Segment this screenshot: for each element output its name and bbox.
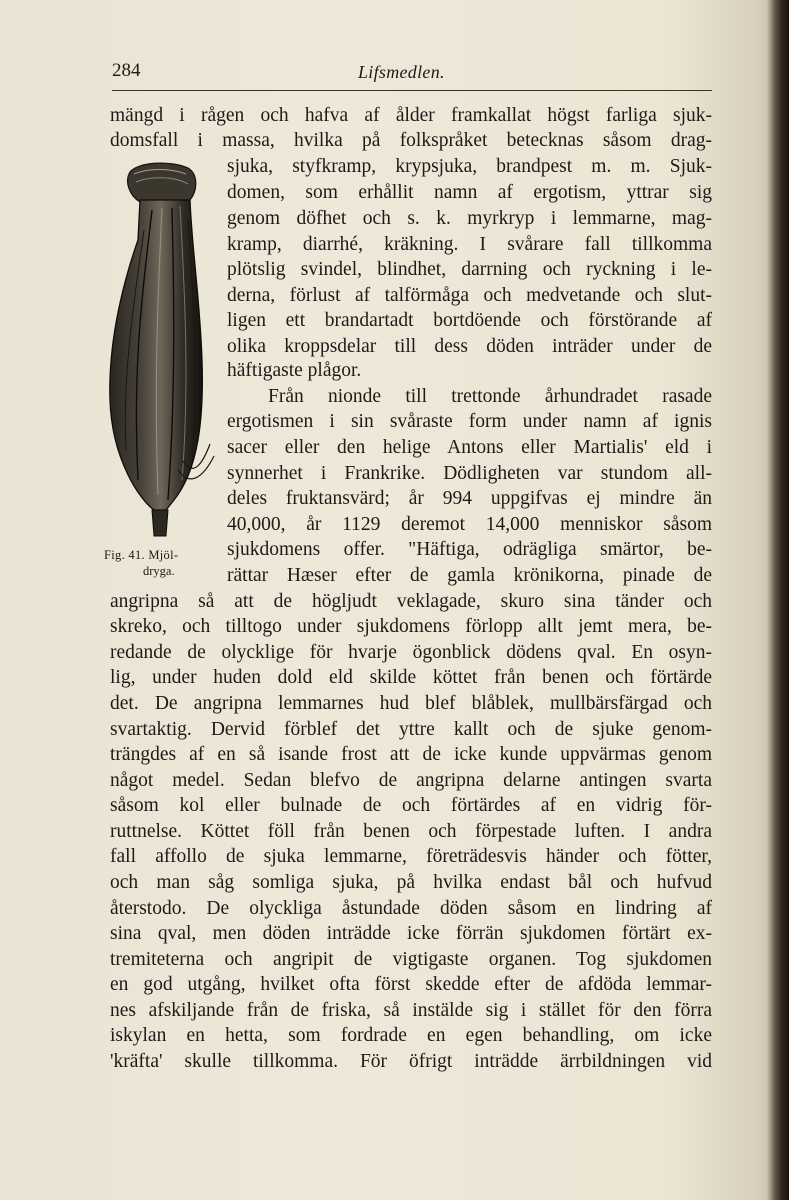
text-line: redande de olycklige för hvarje ögonblick dödens qval. En osyn- (110, 642, 712, 663)
text-line: ergotismen i sin svåraste form under namn af ignis (227, 411, 712, 432)
text-line: det. De angripna lemmarnes hud blef blåblek, mullbärsfärgad och (110, 693, 712, 714)
text-line: sina qval, men döden inträdde icke förrän sjukdomen förtärt ex- (110, 923, 712, 944)
text-line: en god utgång, hvilket ofta först skedde efter de afdöda lemmar- (110, 974, 712, 995)
text-line: häftigaste plågor. (227, 360, 362, 381)
text-line: tremiteterna och angripit de vigtigaste organen. Tog sjukdomen (110, 949, 712, 970)
text-line: synnerhet i Frankrike. Dödligheten var stundom all- (227, 463, 712, 484)
text-line: domen, som erhållit namn af ergotism, yttrar sig (227, 182, 712, 203)
text-line: kramp, diarrhé, kräkning. I svårare fall tillkomma (227, 234, 712, 255)
text-line: något medel. Sedan blefvo de angripna delarne antingen svarta (110, 770, 712, 791)
text-line: 40,000, år 1129 deremot 14,000 menniskor såsom (227, 514, 712, 535)
text-line: återstodo. De olyckliga åstundade döden såsom en lindring af (110, 898, 712, 919)
text-line: Från nionde till trettonde århundradet rasade (268, 386, 712, 407)
figure-caption: Fig. 41. Mjöl- (104, 548, 179, 562)
text-line: sjuka, styfkramp, krypsjuka, brandpest m. m. Sjuk- (227, 156, 712, 177)
text-line: ruttnelse. Köttet föll från benen och förpestade luften. I andra (110, 821, 712, 842)
book-spine-shadow (767, 0, 789, 1200)
text-line: mängd i rågen och hafva af ålder framkallat högst farliga sjuk- (110, 105, 712, 126)
text-line: angripna så att de högljudt veklagade, skuro sina tänder och (110, 591, 712, 612)
page-header (112, 60, 712, 91)
text-line: rättar Hæser efter de gamla krönikorna, pinade de (227, 565, 712, 586)
text-line: sacer eller den helige Antons eller Martialis' eld i (227, 437, 712, 458)
text-line: genom döfhet och s. k. myrkryp i lemmarne, mag- (227, 208, 712, 229)
text-line: sjukdomens offer. "Häftiga, odrägliga smärtor, be- (227, 539, 712, 560)
text-line: ligen ett brandartadt bortdöende och förstörande af (227, 310, 712, 331)
text-line: lig, under huden dold eld skilde köttet från benen och förtärde (110, 667, 712, 688)
text-line: fall affollo de sjuka lemmarne, företrädesvis händer och fötter, (110, 846, 712, 867)
text-line: plötslig svindel, blindhet, darrning och ryckning i le- (227, 259, 712, 280)
text-line: nes afskiljande från de friska, så instälde sig i stället för den förra (110, 1000, 712, 1021)
text-line: olika kroppsdelar till dess döden inträder under de (227, 336, 712, 357)
page-number: 284 (112, 60, 141, 81)
ergot-illustration (104, 160, 216, 540)
text-line: och man såg somliga sjuka, på hvilka endast bål och hufvud (110, 872, 712, 893)
text-line: svartaktig. Dervid förblef det yttre kallt och de sjuke genom- (110, 719, 712, 740)
text-line: derna, förlust af talförmåga och medvetande och slut- (227, 285, 712, 306)
text-line: 'kräfta' skulle tillkomma. För öfrigt inträdde ärrbildningen vid (110, 1051, 712, 1072)
text-line: såsom kol eller bulnade de och förtärdes af en vidrig för- (110, 795, 712, 816)
text-line: deles fruktansvärd; år 994 uppgifvas ej mindre än (227, 488, 712, 509)
text-line: domsfall i massa, hvilka på folkspråket betecknas såsom drag- (110, 130, 712, 151)
text-line: skreko, och tilltogo under sjukdomens förlopp allt jemt mera, be- (110, 616, 712, 637)
running-head: Lifsmedlen. (358, 62, 445, 82)
figure-caption-continued: dryga. (143, 564, 175, 578)
text-line: trängdes af en så isande frost att de icke kunde uppvärmas genom (110, 744, 712, 765)
text-line: iskylan en hetta, som fordrade en egen behandling, om icke (110, 1025, 712, 1046)
